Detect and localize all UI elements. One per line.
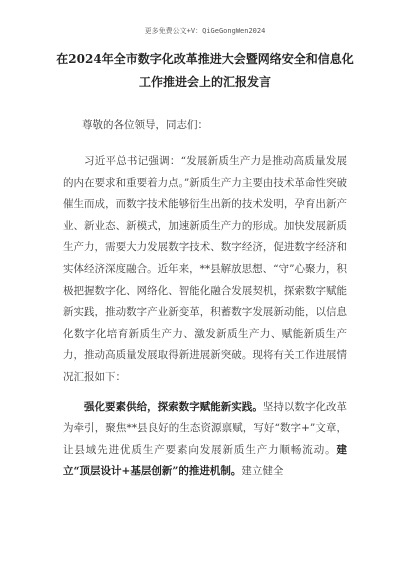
paragraph-intro: 习近平总书记强调：“发展新质生产力是推动高质量发展的内在要求和重要着力点。”新质生产力主要由技术革命性突破催生而成，而数字技术能够衍生出新的技术发明，孕育出新产业、新业态、新模式，加速新质生产力的形成。加快发展新质生产力，需要大力发展数字技术、数字经济，促进数字经济和实体经济深度融合。近年来，**县解放思想、“守”心聚力，积极把握数字化、网络化、智能化融合发展契机，探索数字赋能新实践，推动数字产业新变革，积蓄数字发展新动能，以信息化数字化培育新质生产力、激发新质生产力、赋能新质生产力，推动高质量发展取得新进展新突破。现将有关工作进展情况汇报如下： bbox=[63, 155, 347, 383]
header-note: 更多免费公文+V：QiGeGongWen2024 bbox=[144, 27, 266, 35]
salutation: 尊敬的各位领导，同志们： bbox=[82, 119, 208, 131]
body-text bbox=[63, 151, 347, 483]
paragraph-section-one bbox=[63, 397, 347, 483]
document-title: 在2024年全市数字化改革推进大会暨网络安全和信息化工作推进会上的汇报发言 bbox=[56, 52, 354, 89]
section-heading: 强化要素供给，探索数字赋能新实践。 bbox=[84, 400, 263, 413]
section-text: 坚持以数字化改革为牵引，聚焦**县良好的生态资源禀赋，写好“数字+”文章，让县域先进优质生产要素向发展新质生产力顺畅流动。 bbox=[63, 400, 348, 456]
section-text-continued: 建立健全 bbox=[241, 465, 284, 478]
subsection-heading: 建立“顶层设计+基层创新”的推进机制。 bbox=[63, 443, 347, 478]
